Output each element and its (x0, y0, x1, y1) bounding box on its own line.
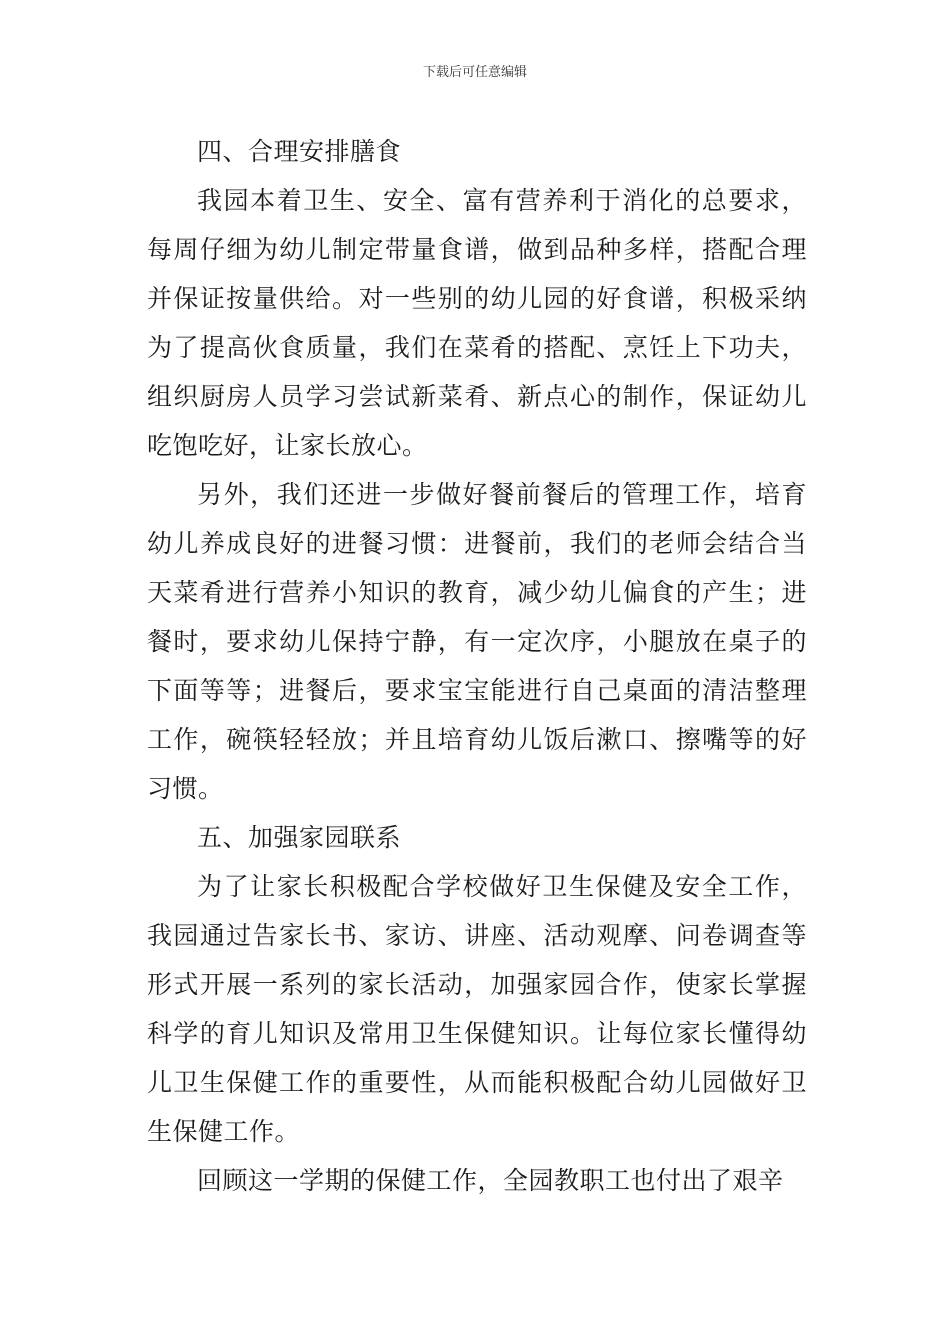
paragraph-parent-activities: 为了让家长积极配合学校做好卫生保健及安全工作，我园通过告家长书、家访、讲座、活动观摩、问卷调查等形式开展一系列的家长活动，加强家园合作，使家长掌握科学的育儿知识及常用卫生保健知识。让每位家长懂得幼儿卫生保健工作的重要性，从而能积极配合幼儿园做好卫生保健工作。 (147, 872, 807, 1146)
document-body (147, 127, 807, 1205)
paragraph-review: 回顾这一学期的保健工作，全园教职工也付出了艰辛 (197, 1166, 784, 1195)
section-heading-meals: 四、合理安排膳食 (197, 137, 402, 166)
page-header: 下载后可任意编辑 (422, 65, 527, 80)
paragraph-meal-habits: 另外，我们还进一步做好餐前餐后的管理工作，培育幼儿养成良好的进餐习惯：进餐前，我们的老师会结合当天菜肴进行营养小知识的教育，减少幼儿偏食的产生；进餐时，要求幼儿保持宁静，有一定次序，小腿放在桌子的下面等等；进餐后，要求宝宝能进行自己桌面的清洁整理工作，碗筷轻轻放；并且培育幼儿饭后漱口、擦嘴等的好习惯。 (147, 480, 807, 803)
paragraph-meal-planning: 我园本着卫生、安全、富有营养利于消化的总要求，每周仔细为幼儿制定带量食谱，做到品种多样，搭配合理并保证按量供给。对一些别的幼儿园的好食谱，积极采纳为了提高伙食质量，我们在菜肴的搭配、烹饪上下功夫，组织厨房人员学习尝试新菜肴、新点心的制作，保证幼儿吃饱吃好，让家长放心。 (147, 186, 807, 460)
section-heading-home-school: 五、加强家园联系 (197, 823, 402, 852)
